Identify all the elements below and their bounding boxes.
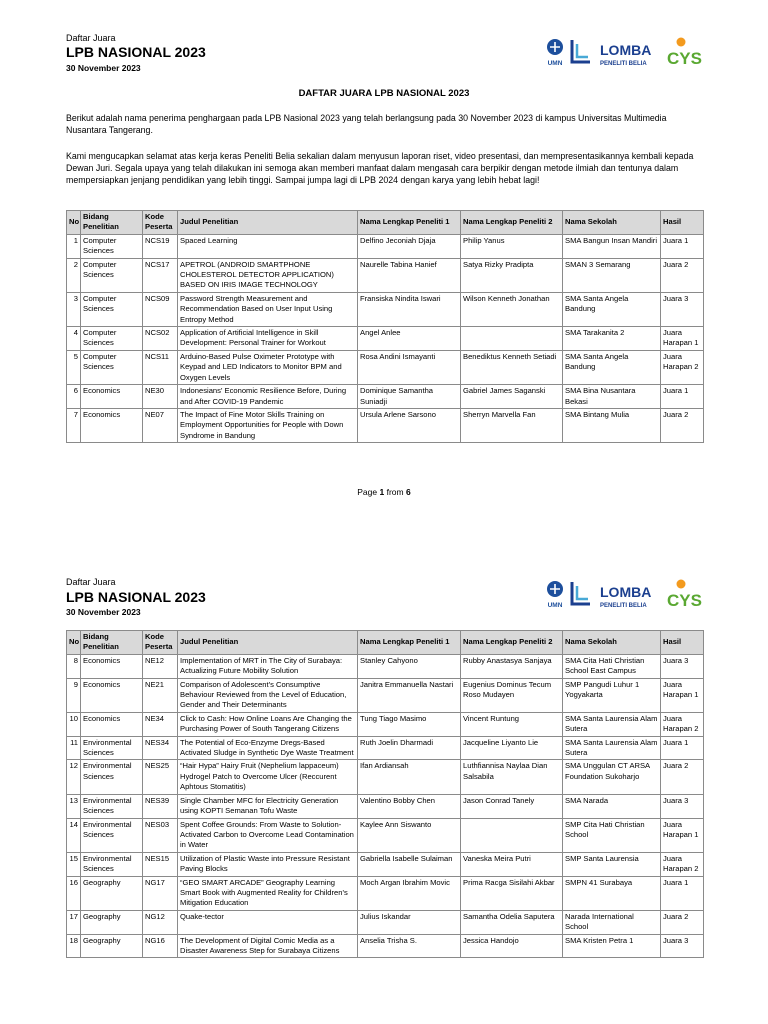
- cell-peneliti-2: Jason Conrad Tanely: [461, 794, 563, 818]
- cell-kode: NE07: [143, 408, 178, 442]
- header-title: LPB NASIONAL 2023: [66, 44, 206, 60]
- cell-sekolah: SMA Bangun Insan Mandiri: [563, 234, 661, 258]
- header-col-sekolah: Nama Sekolah: [563, 211, 661, 235]
- cell-no: 17: [67, 910, 81, 934]
- header-col-kode: Kode Peserta: [143, 631, 178, 655]
- cell-sekolah: SMA Bina Nusantara Bekasi: [563, 385, 661, 409]
- header-col-sekolah: Nama Sekolah: [563, 631, 661, 655]
- cell-peneliti-1: Dominique Samantha Suniadji: [358, 385, 461, 409]
- cell-peneliti-1: Julius Iskandar: [358, 910, 461, 934]
- cell-kode: NES15: [143, 852, 178, 876]
- cell-bidang: Computer Sciences: [81, 292, 143, 326]
- cell-bidang: Geography: [81, 910, 143, 934]
- cell-hasil: Juara 1: [661, 876, 704, 910]
- cell-no: 6: [67, 385, 81, 409]
- cell-peneliti-1: Angel Anlee: [358, 327, 461, 351]
- header-col-hasil: Hasil: [661, 211, 704, 235]
- cell-bidang: Computer Sciences: [81, 350, 143, 384]
- cell-peneliti-1: Ifan Ardiansah: [358, 760, 461, 794]
- table-row: [67, 760, 704, 794]
- table-row: [67, 852, 704, 876]
- cell-no: 5: [67, 350, 81, 384]
- cys-logo-icon: [667, 38, 702, 69]
- cell-kode: NCS09: [143, 292, 178, 326]
- cell-no: 2: [67, 258, 81, 292]
- table-row: [67, 910, 704, 934]
- header-title: LPB NASIONAL 2023: [66, 589, 206, 605]
- cell-sekolah: SMA Tarakanita 2: [563, 327, 661, 351]
- cell-peneliti-1: Valentino Bobby Chen: [358, 794, 461, 818]
- cell-sekolah: Narada International School: [563, 910, 661, 934]
- cell-peneliti-1: Naurelle Tabina Hanief: [358, 258, 461, 292]
- cell-bidang: Economics: [81, 712, 143, 736]
- cell-sekolah: SMA Santa Laurensia Alam Sutera: [563, 736, 661, 760]
- cell-peneliti-2: Jessica Handojo: [461, 934, 563, 958]
- cell-judul: The Potential of Eco-Enzyme Dregs-Based Activated Sludge in Synthetic Dye Waste Treatment: [178, 736, 358, 760]
- cell-kode: NES03: [143, 818, 178, 852]
- cell-judul: Single Chamber MFC for Electricity Generation using KOPTI Semanan Tofu Waste: [178, 794, 358, 818]
- table-row: [67, 678, 704, 712]
- table-row: [67, 327, 704, 351]
- table-row: [67, 934, 704, 958]
- cell-no: 1: [67, 234, 81, 258]
- cell-bidang: Geography: [81, 876, 143, 910]
- table-header-row: [67, 631, 704, 655]
- table-body-page-2: [67, 654, 704, 958]
- footer-total-pages: 6: [405, 487, 411, 497]
- cell-sekolah: SMA Santa Angela Bandung: [563, 292, 661, 326]
- cell-peneliti-2: Philip Yanus: [461, 234, 563, 258]
- cell-judul: The Development of Digital Comic Media as a Disaster Awareness Step for Surabaya Citizens: [178, 934, 358, 958]
- cell-kode: NES34: [143, 736, 178, 760]
- cell-peneliti-2: [461, 327, 563, 351]
- cell-no: 13: [67, 794, 81, 818]
- cell-hasil: Juara 2: [661, 760, 704, 794]
- cell-peneliti-2: Rubby Anastasya Sanjaya: [461, 654, 563, 678]
- cell-peneliti-1: Janitra Emmanuella Nastari: [358, 678, 461, 712]
- cell-kode: NG12: [143, 910, 178, 934]
- cell-hasil: Juara Harapan 1: [661, 678, 704, 712]
- table-row: [67, 736, 704, 760]
- table-row: [67, 794, 704, 818]
- footer-middle: from: [386, 487, 404, 497]
- cell-sekolah: SMP Santa Laurensia: [563, 852, 661, 876]
- header-col-judul: Judul Penelitian: [178, 631, 358, 655]
- table-header-row: [67, 211, 704, 235]
- cell-no: 9: [67, 678, 81, 712]
- lpb-logo-icon: [572, 40, 651, 67]
- header-subtitle: Daftar Juara: [66, 33, 116, 43]
- cell-judul: Application of Artificial Intelligence in Skill Development: Personal Trainer for Workout: [178, 327, 358, 351]
- cell-sekolah: SMP Cita Hati Christian School: [563, 818, 661, 852]
- cell-peneliti-2: Luthfiannisa Naylaa Dian Salsabila: [461, 760, 563, 794]
- header-col-peneliti-2: Nama Lengkap Peneliti 2: [461, 631, 563, 655]
- cell-hasil: Juara Harapan 2: [661, 712, 704, 736]
- table-row: [67, 876, 704, 910]
- cell-peneliti-2: Wilson Kenneth Jonathan: [461, 292, 563, 326]
- cell-judul: “Hair Hypa” Hairy Fruit (Nephelium lappaceum) Hydrogel Patch to Overcome Ulcer (Reccurent Aphtous Stomatitis): [178, 760, 358, 794]
- cell-judul: Click to Cash: How Online Loans Are Changing the Purchasing Power of South Tangerang Citizens: [178, 712, 358, 736]
- umn-logo-text: UMN: [547, 60, 563, 67]
- cell-kode: NG17: [143, 876, 178, 910]
- cell-bidang: Economics: [81, 678, 143, 712]
- cell-sekolah: SMP Pangudi Luhur 1 Yogyakarta: [563, 678, 661, 712]
- table-body-page-1: [67, 234, 704, 442]
- cell-sekolah: SMA Unggulan CT ARSA Foundation Sukoharjo: [563, 760, 661, 794]
- cell-bidang: Computer Sciences: [81, 258, 143, 292]
- cell-judul: Implementation of MRT in The City of Surabaya: Actualizing Future Mobility Solution: [178, 654, 358, 678]
- cell-bidang: Computer Sciences: [81, 327, 143, 351]
- cell-peneliti-1: Tung Tiago Masimo: [358, 712, 461, 736]
- cell-hasil: Juara Harapan 1: [661, 327, 704, 351]
- header-col-no: No: [67, 631, 81, 655]
- cell-hasil: Juara 3: [661, 934, 704, 958]
- cell-hasil: Juara 1: [661, 385, 704, 409]
- cell-peneliti-2: Vincent Runtung: [461, 712, 563, 736]
- header-col-peneliti-1: Nama Lengkap Peneliti 1: [358, 631, 461, 655]
- cell-judul: Quake-tector: [178, 910, 358, 934]
- logo-group-icon: [544, 578, 704, 614]
- cell-no: 4: [67, 327, 81, 351]
- cell-hasil: Juara 3: [661, 292, 704, 326]
- peneliti-logo-text: PENELITI BELIA: [600, 61, 647, 67]
- cell-no: 8: [67, 654, 81, 678]
- lomba-logo-text: LOMBA: [600, 584, 652, 600]
- cell-hasil: Juara 2: [661, 258, 704, 292]
- cell-judul: Indonesians' Economic Resilience Before, During and After COVID-19 Pandemic: [178, 385, 358, 409]
- cell-no: 16: [67, 876, 81, 910]
- header-subtitle: Daftar Juara: [66, 577, 116, 587]
- cell-hasil: Juara Harapan 2: [661, 350, 704, 384]
- header-col-kode: Kode Peserta: [143, 211, 178, 235]
- cell-bidang: Economics: [81, 385, 143, 409]
- cell-judul: Comparison of Adolescent's Consumptive Behaviour Reviewed from the Level of Education, Gender and Their Determinants: [178, 678, 358, 712]
- header-col-bidang: Bidang Penelitian: [81, 211, 143, 235]
- table-row: [67, 234, 704, 258]
- document-page-2: [0, 540, 768, 1024]
- cys-logo-icon: [667, 580, 702, 611]
- cell-hasil: Juara Harapan 1: [661, 818, 704, 852]
- cell-judul: Spaced Learning: [178, 234, 358, 258]
- cell-hasil: Juara 1: [661, 234, 704, 258]
- logo-group-icon: [544, 36, 704, 72]
- cell-no: 7: [67, 408, 81, 442]
- cell-peneliti-2: [461, 818, 563, 852]
- cell-sekolah: SMA Bintang Mulia: [563, 408, 661, 442]
- cell-hasil: Juara Harapan 2: [661, 852, 704, 876]
- cell-peneliti-2: Jacqueline Liyanto Lie: [461, 736, 563, 760]
- cell-sekolah: SMAN 3 Semarang: [563, 258, 661, 292]
- cell-judul: Arduino-Based Pulse Oximeter Prototype with Keypad and LED Indicators to Monitor BPM and Oxygen Levels: [178, 350, 358, 384]
- intro-paragraph: Berikut adalah nama penerima penghargaan pada LPB Nasional 2023 yang telah berlangsung pada 30 November 2023 di kampus Universitas Multimedia Nusantara Tangerang.: [66, 113, 667, 135]
- cell-judul: APETROL (ANDROID SMARTPHONE CHOLESTEROL DETECTOR APPLICATION) BASED ON IRIS IMAGE TECHNOLOGY: [178, 258, 358, 292]
- cell-hasil: Juara 2: [661, 408, 704, 442]
- header-col-bidang: Bidang Penelitian: [81, 631, 143, 655]
- header-logos: [544, 578, 704, 614]
- cell-kode: NCS02: [143, 327, 178, 351]
- header-col-judul: Judul Penelitian: [178, 211, 358, 235]
- cell-sekolah: SMA Santa Laurensia Alam Sutera: [563, 712, 661, 736]
- header-col-no: No: [67, 211, 81, 235]
- cell-bidang: Geography: [81, 934, 143, 958]
- cell-judul: “GEO SMART ARCADE” Geography Learning Smart Book with Augmented Reality for Children's Mitigation Education: [178, 876, 358, 910]
- umn-logo-icon: [547, 581, 563, 609]
- cell-peneliti-1: Fransiska Nindita Iswari: [358, 292, 461, 326]
- cys-logo-text: CYS: [667, 591, 702, 610]
- lomba-logo-text: LOMBA: [600, 42, 652, 58]
- cell-hasil: Juara 3: [661, 794, 704, 818]
- cell-hasil: Juara 2: [661, 910, 704, 934]
- cell-peneliti-2: Satya Rizky Pradipta: [461, 258, 563, 292]
- cell-sekolah: SMPN 41 Surabaya: [563, 876, 661, 910]
- table-row: [67, 258, 704, 292]
- cell-kode: NCS19: [143, 234, 178, 258]
- cell-peneliti-2: Benediktus Kenneth Setiadi: [461, 350, 563, 384]
- cell-peneliti-1: Ruth Joelin Dharmadi: [358, 736, 461, 760]
- cell-bidang: Computer Sciences: [81, 234, 143, 258]
- cell-peneliti-1: Moch Argan Ibrahim Movic: [358, 876, 461, 910]
- cys-logo-text: CYS: [667, 49, 702, 68]
- winners-table-page-1: [66, 210, 704, 443]
- umn-logo-icon: [547, 39, 563, 67]
- cell-kode: NE30: [143, 385, 178, 409]
- cell-peneliti-1: Anselia Trisha S.: [358, 934, 461, 958]
- cell-sekolah: SMA Cita Hati Christian School East Campus: [563, 654, 661, 678]
- cell-peneliti-2: Sherryn Marvella Fan: [461, 408, 563, 442]
- cell-peneliti-1: Stanley Cahyono: [358, 654, 461, 678]
- header-logos: [544, 36, 704, 72]
- cell-sekolah: SMA Kristen Petra 1: [563, 934, 661, 958]
- cell-bidang: Environmental Sciences: [81, 760, 143, 794]
- cell-peneliti-2: Samantha Odelia Saputera: [461, 910, 563, 934]
- table-row: [67, 350, 704, 384]
- cell-kode: NES39: [143, 794, 178, 818]
- peneliti-logo-text: PENELITI BELIA: [600, 603, 647, 609]
- table-row: [67, 408, 704, 442]
- header-date: 30 November 2023: [66, 63, 141, 73]
- cell-kode: NE21: [143, 678, 178, 712]
- table-row: [67, 654, 704, 678]
- table-row: [67, 385, 704, 409]
- footer-page-number: 1: [379, 487, 385, 497]
- page-footer: [0, 487, 768, 497]
- cell-bidang: Economics: [81, 654, 143, 678]
- cell-kode: NE34: [143, 712, 178, 736]
- cell-kode: NG16: [143, 934, 178, 958]
- cell-judul: Spent Coffee Grounds: From Waste to Solution-Activated Carbon to Overcome Lead Contamination in Water: [178, 818, 358, 852]
- cell-bidang: Economics: [81, 408, 143, 442]
- cell-sekolah: SMA Santa Angela Bandung: [563, 350, 661, 384]
- cell-kode: NE12: [143, 654, 178, 678]
- header-col-peneliti-1: Nama Lengkap Peneliti 1: [358, 211, 461, 235]
- cell-no: 14: [67, 818, 81, 852]
- cell-no: 15: [67, 852, 81, 876]
- lpb-logo-icon: [572, 582, 651, 609]
- cell-peneliti-2: Prima Racga Sisilahi Akbar: [461, 876, 563, 910]
- cell-kode: NCS11: [143, 350, 178, 384]
- header-col-peneliti-2: Nama Lengkap Peneliti 2: [461, 211, 563, 235]
- cell-judul: Password Strength Measurement and Recommendation Based on User Input Using Entropy Method: [178, 292, 358, 326]
- cell-bidang: Environmental Sciences: [81, 852, 143, 876]
- cell-peneliti-1: Gabriella Isabelle Sulaiman: [358, 852, 461, 876]
- document-heading: DAFTAR JUARA LPB NASIONAL 2023: [298, 88, 470, 99]
- cell-sekolah: SMA Narada: [563, 794, 661, 818]
- umn-logo-text: UMN: [547, 602, 563, 609]
- cell-no: 10: [67, 712, 81, 736]
- cell-peneliti-1: Delfino Jeconiah Djaja: [358, 234, 461, 258]
- header-col-hasil: Hasil: [661, 631, 704, 655]
- cell-bidang: Environmental Sciences: [81, 736, 143, 760]
- winners-table-page-2: [66, 630, 704, 958]
- cell-peneliti-2: Gabriel James Saganski: [461, 385, 563, 409]
- cell-hasil: Juara 1: [661, 736, 704, 760]
- cell-peneliti-1: Kaylee Ann Siswanto: [358, 818, 461, 852]
- table-row: [67, 712, 704, 736]
- table-row: [67, 292, 704, 326]
- cell-no: 3: [67, 292, 81, 326]
- cell-bidang: Environmental Sciences: [81, 818, 143, 852]
- header-date: 30 November 2023: [66, 607, 141, 617]
- cell-judul: The Impact of Fine Motor Skills Training on Employment Opportunities for People with Down Syndrome in Bandung: [178, 408, 358, 442]
- cell-kode: NES25: [143, 760, 178, 794]
- cell-judul: Utilization of Plastic Waste into Pressure Resistant Paving Blocks: [178, 852, 358, 876]
- cell-bidang: Environmental Sciences: [81, 794, 143, 818]
- cell-no: 18: [67, 934, 81, 958]
- cell-peneliti-2: Vaneska Meira Putri: [461, 852, 563, 876]
- cell-hasil: Juara 3: [661, 654, 704, 678]
- cell-no: 11: [67, 736, 81, 760]
- cell-peneliti-1: Ursula Arlene Sarsono: [358, 408, 461, 442]
- cell-peneliti-1: Rosa Andini Ismayanti: [358, 350, 461, 384]
- cell-no: 12: [67, 760, 81, 794]
- cell-peneliti-2: Eugenius Dominus Tecum Roso Mudayen: [461, 678, 563, 712]
- cell-kode: NCS17: [143, 258, 178, 292]
- footer-prefix: Page: [357, 487, 378, 497]
- table-row: [67, 818, 704, 852]
- congratulation-paragraph: Kami mengucapkan selamat atas kerja keras Peneliti Belia sekalian dalam menyusun laporan riset, video presentasi, dan mempresentasikannya kembali kepada Dewan Juri. Segala upaya yang telah dilakukan ini semoga akan memberi manfaat dalam mengasah cara berpikir dengan metode ilmiah dan tentunya dalam mempersiapkan jenjang pendidikan yang lebih tinggi. Sampai jumpa lagi di LPB 2024 dengan karya yang lebih hebat lagi!: [66, 151, 694, 185]
